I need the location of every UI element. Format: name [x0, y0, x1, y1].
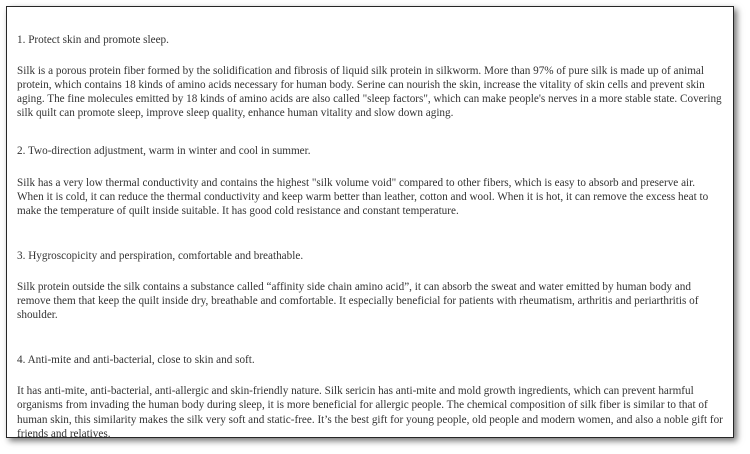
- feature-section-anti-mite: [17, 353, 723, 440]
- section-body: Silk protein outside the silk contains a substance called “affinity side chain amino acid”, it can absorb the sweat and water emitted by human body and remove them that keep the quilt inside dry, breathable and comfortable. It especially beneficial for patients with rheumatism, arthritis and periarthritis of shoulder.: [17, 280, 699, 322]
- feature-section-two-direction: [17, 144, 723, 217]
- section-body: Silk is a porous protein fiber formed by the solidification and fibrosis of liquid silk protein in silkworm. More than 97% of pure silk is made up of animal protein, which contains 18 kinds of amino acids necessary for human body. Serine can nourish the skin, increase the vitality of skin cells and prevent skin aging. The fine molecules emitted by 18 kinds of amino acids are also called "sleep factors", which can make people's nerves in a more stable state. Covering silk quilt can promote sleep, improve sleep quality, enhance human vitality and slow down aging.: [17, 65, 722, 120]
- content-frame: [6, 6, 734, 438]
- section-title: 2. Two-direction adjustment, warm in winter and cool in summer.: [17, 145, 311, 158]
- section-title: 4. Anti-mite and anti-bacterial, close to skin and soft.: [17, 354, 255, 367]
- section-title: 3. Hygroscopicity and perspiration, comfortable and breathable.: [17, 249, 304, 262]
- section-body: It has anti-mite, anti-bacterial, anti-allergic and skin-friendly nature. Silk sericin has anti-mite and mold growth ingredients, which can prevent harmful organisms from invading the human body during sleep, it is more beneficial for allergic people. The chemical composition of silk fiber is similar to that of human skin, this similarity makes the silk very soft and static-free. It’s the best gift for young people, old people and modern women, and also a noble gift for friends and relatives.: [17, 385, 723, 440]
- feature-section-protect-skin: [17, 33, 723, 120]
- feature-list: [17, 33, 723, 441]
- section-title: 1. Protect skin and promote sleep.: [17, 34, 169, 46]
- section-body: Silk has a very low thermal conductivity and contains the highest "silk volume void" compared to other fibers, which is easy to absorb and preserve air. When it is cold, it can reduce the thermal conductivity and keep warm better than leather, cotton and wool. When it is hot, it can remove the excess heat to make the temperature of quilt inside suitable. It has good cold resistance and constant temperature.: [17, 176, 709, 217]
- feature-section-hygroscopicity: [17, 249, 723, 322]
